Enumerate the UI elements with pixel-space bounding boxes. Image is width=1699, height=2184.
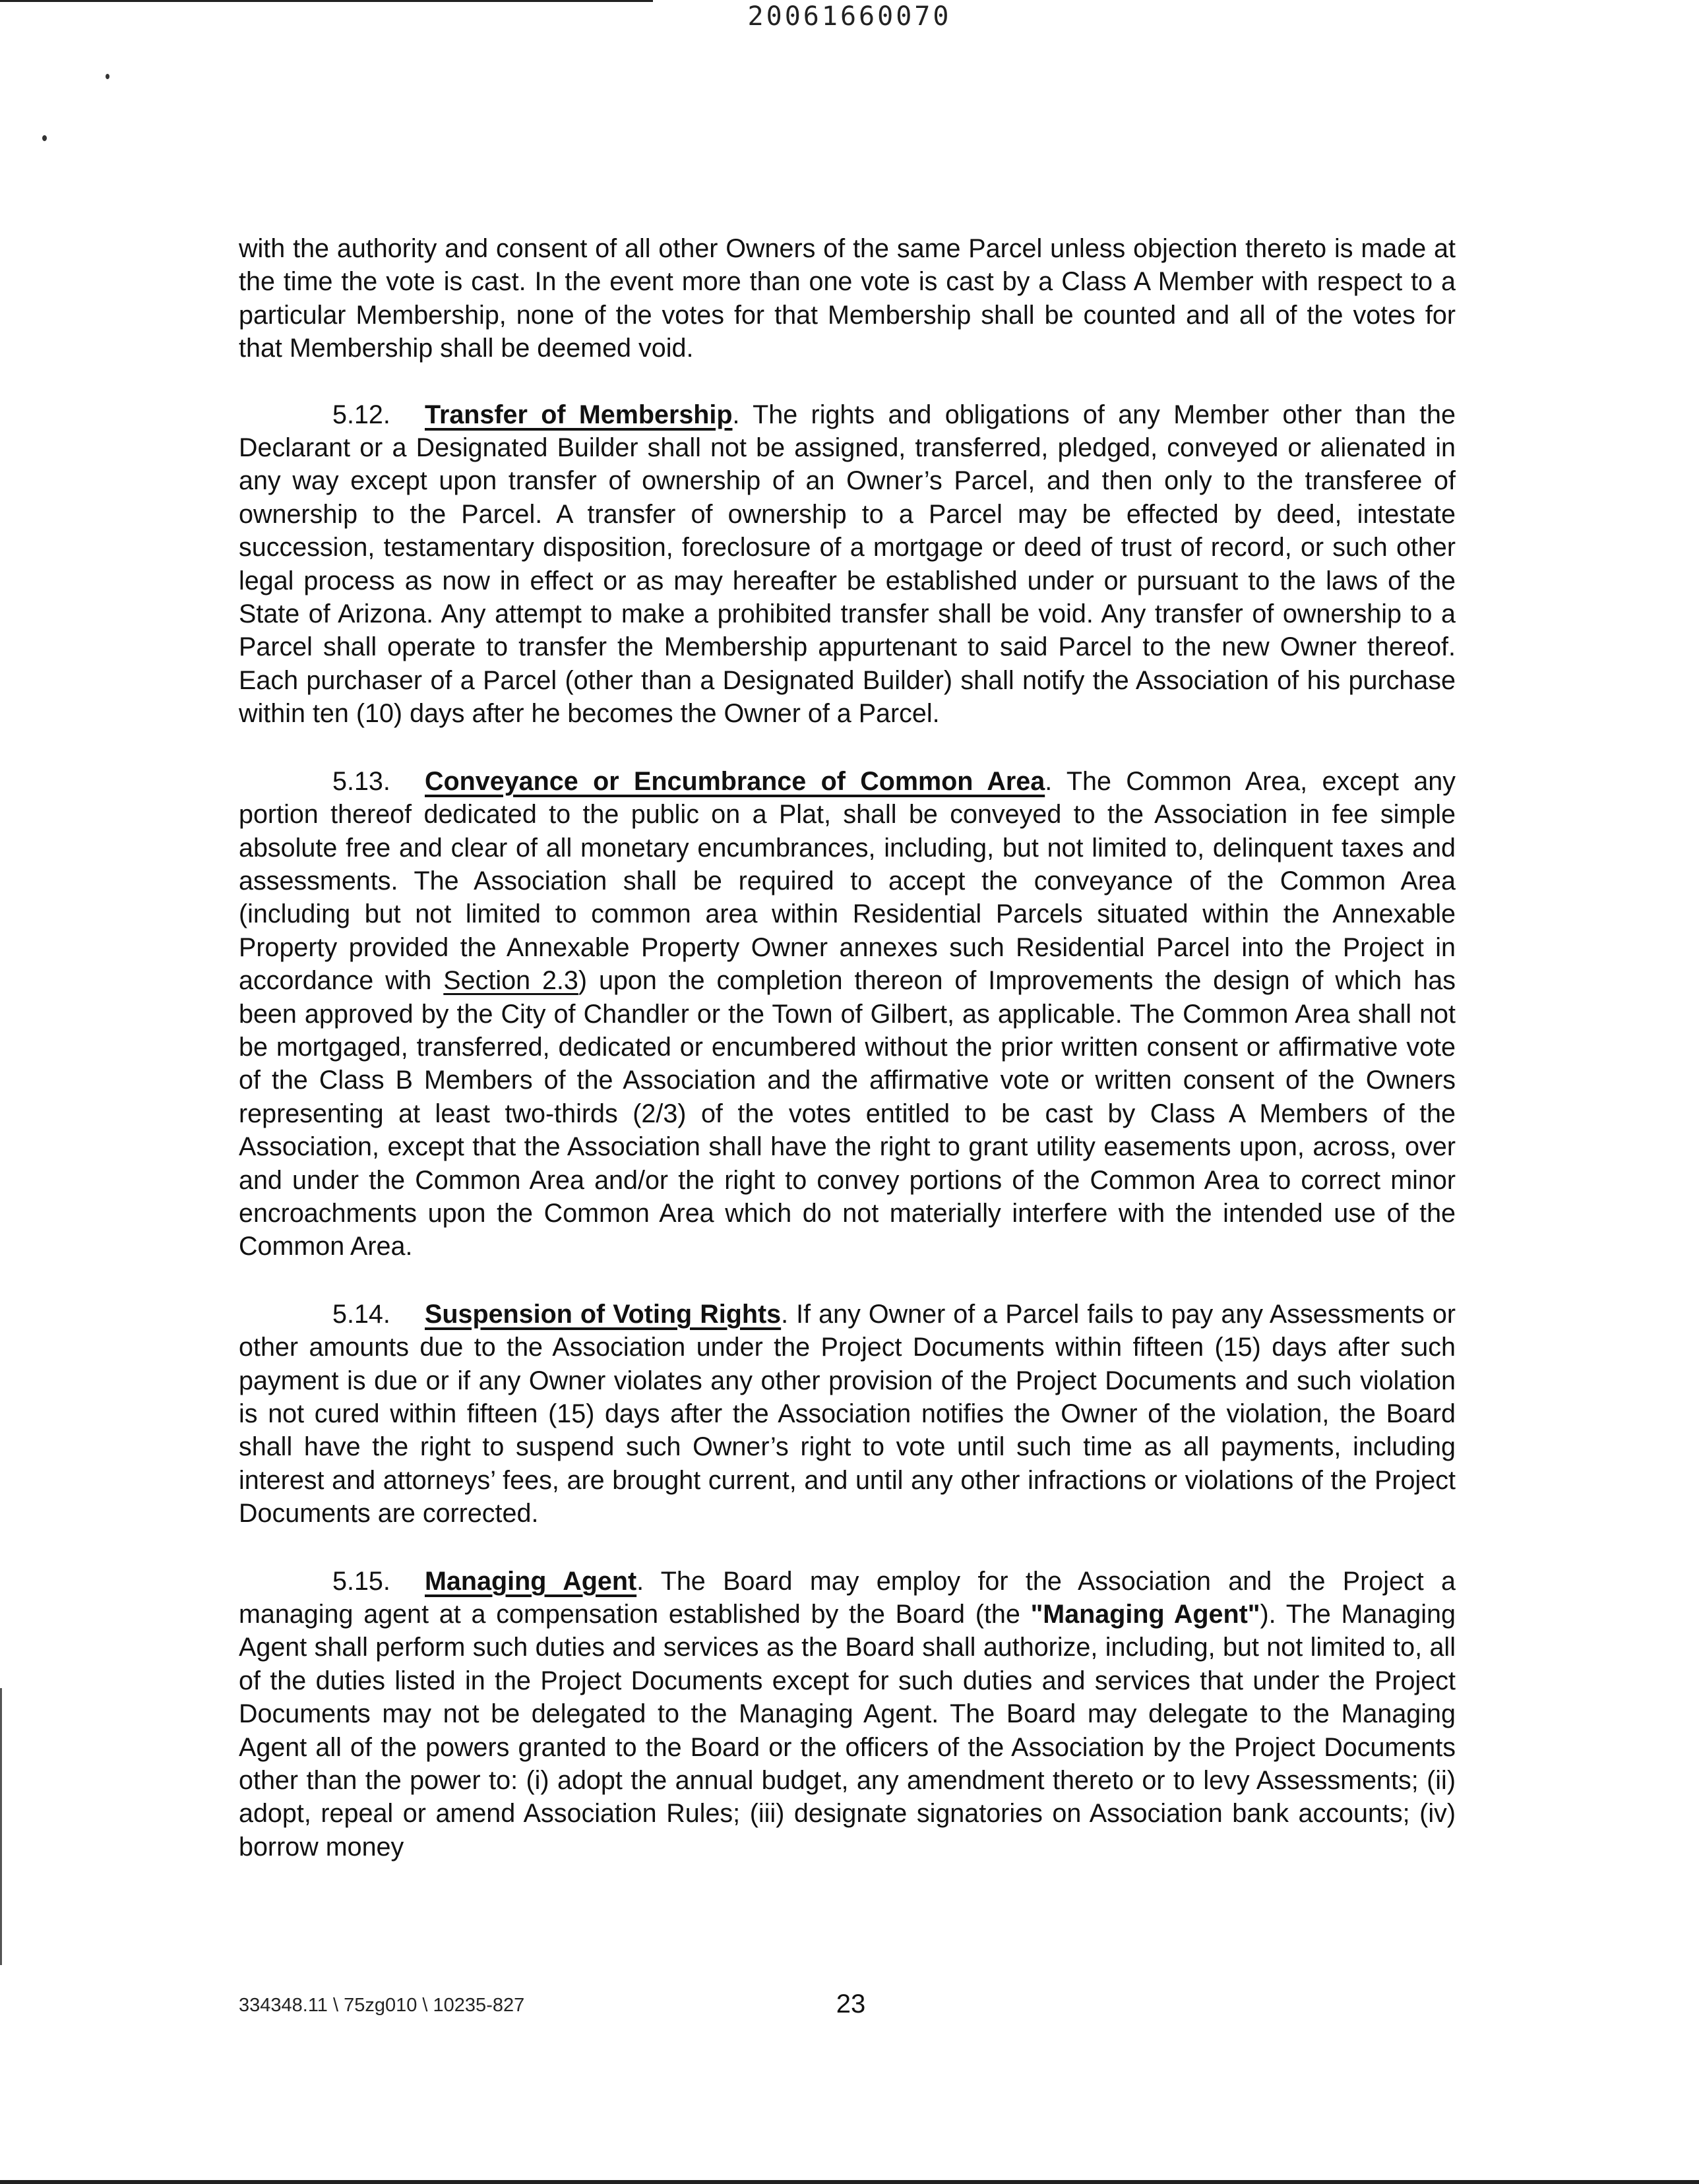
section-5-14 — [239, 1298, 1456, 1531]
section-number: 5.13. — [332, 766, 390, 796]
section-number: 5.14. — [332, 1299, 390, 1329]
footer-document-code: 334348.11 \ 75zg010 \ 10235-827 — [239, 1995, 525, 2016]
section-heading: Conveyance or Encumbrance of Common Area — [425, 766, 1045, 796]
section-text: . The rights and obligations of any Member other than the Declarant or a Designated Builder shall not be assigned, transferred, pledged, conveyed or alienated in any way except upon transfer of ownership of an Owner’s Parcel, and then only to the transferee of ownership to the Parcel. A transfer of ownership to a Parcel may be effected by deed, intestate succession, testamentary disposition, foreclosure of a mortgage or deed of trust of record, or such other legal process as now in effect or as may hereafter be established under or pursuant to the laws of the State of Arizona. Any attempt to make a prohibited transfer shall be void. Any transfer of ownership to a Parcel shall operate to transfer the Membership appurtenant to said Parcel to the new Owner thereof. Each purchaser of a Parcel (other than a Designated Builder) shall notify the Association of his purchase within ten (10) days after he becomes the Owner of a Parcel. — [239, 400, 1456, 729]
section-text-continued: ) upon the completion thereon of Improvements the design of which has been approved by the City of Chandler or the Town of Gilbert, as applicable. The Common Area shall not be mortgaged, transferred, dedicated or encumbered without the prior written consent or affirmative vote of the Class B Members of the Association and the affirmative vote or written consent of the Owners representing at least two-thirds (2/3) of the votes entitled to be cast by Class A Members of the Association, except that the Association shall have the right to grant utility easements upon, across, over and under the Common Area and/or the right to convey portions of the Common Area to correct minor encroachments upon the Common Area which do not materially interfere with the intended use of the Common Area. — [239, 966, 1456, 1261]
section-5-15 — [239, 1565, 1456, 1864]
section-5-13 — [239, 765, 1456, 1263]
section-text: . The Common Area, except any portion thereof dedicated to the public on a Plat, shall be conveyed to the Association in fee simple absolute free and clear of all monetary encumbrances, including, but not limited to, delinquent taxes and assessments. The Association shall be required to accept the conveyance of the Common Area (including but not limited to common area within Residential Parcels situated within the Annexable Property provided the Annexable Property Owner annexes such Residential Parcel into the Project in accordance with — [239, 766, 1456, 996]
scan-edge-left — [0, 1688, 2, 1965]
section-number: 5.12. — [332, 400, 390, 429]
section-heading: Managing Agent — [425, 1566, 637, 1596]
defined-term: "Managing Agent" — [1030, 1600, 1260, 1629]
section-heading: Transfer of Membership — [425, 400, 733, 429]
section-reference: Section 2.3 — [443, 966, 578, 996]
document-body — [239, 232, 1456, 1898]
section-5-12 — [239, 398, 1456, 731]
section-text: . If any Owner of a Parcel fails to pay any Assessments or other amounts due to the Association under the Project Documents within fifteen (15) days after such payment is due or if any Owner violates any other provision of the Project Documents and such violation is not cured within fifteen (15) days after the Association notifies the Owner of the violation, the Board shall have the right to suspend such Owner’s right to vote until such time as all payments, including interest and attorneys’ fees, are brought current, and until any other infractions or violations of the Project Documents are corrected. — [239, 1299, 1456, 1529]
section-heading: Suspension of Voting Rights — [425, 1299, 782, 1329]
section-text-continued: ). The Managing Agent shall perform such duties and services as the Board shall authorize, including, but not limited to, all of the duties listed in the Project Documents except for such duties and services that under the Project Documents may not be delegated to the Managing Agent. The Board may delegate to the Managing Agent all of the powers granted to the Board or the officers of the Association by the Project Documents other than the power to: (i) adopt the annual budget, any amendment thereto or to levy Assessments; (ii) adopt, repeal or amend Association Rules; (iii) designate signatories on Association bank accounts; (iv) borrow money — [239, 1600, 1456, 1862]
continuation-paragraph: with the authority and consent of all other Owners of the same Parcel unless objection thereto is made at the time the vote is cast. In the event more than one vote is cast by a Class A Member with respect to a particular Membership, none of the votes for that Membership shall be counted and all of the votes for that Membership shall be deemed void. — [239, 234, 1456, 363]
page-number: 23 — [836, 1989, 866, 2018]
scan-speck — [106, 74, 109, 79]
scan-edge-bottom — [0, 2180, 1699, 2184]
document-stamp-number: 20061660070 — [747, 1, 952, 32]
scan-speck — [42, 135, 47, 141]
section-text: . The Board may employ for the Association and the Project a managing agent at a compensation established by the Board (the — [239, 1566, 1456, 1629]
section-number: 5.15. — [332, 1566, 390, 1596]
